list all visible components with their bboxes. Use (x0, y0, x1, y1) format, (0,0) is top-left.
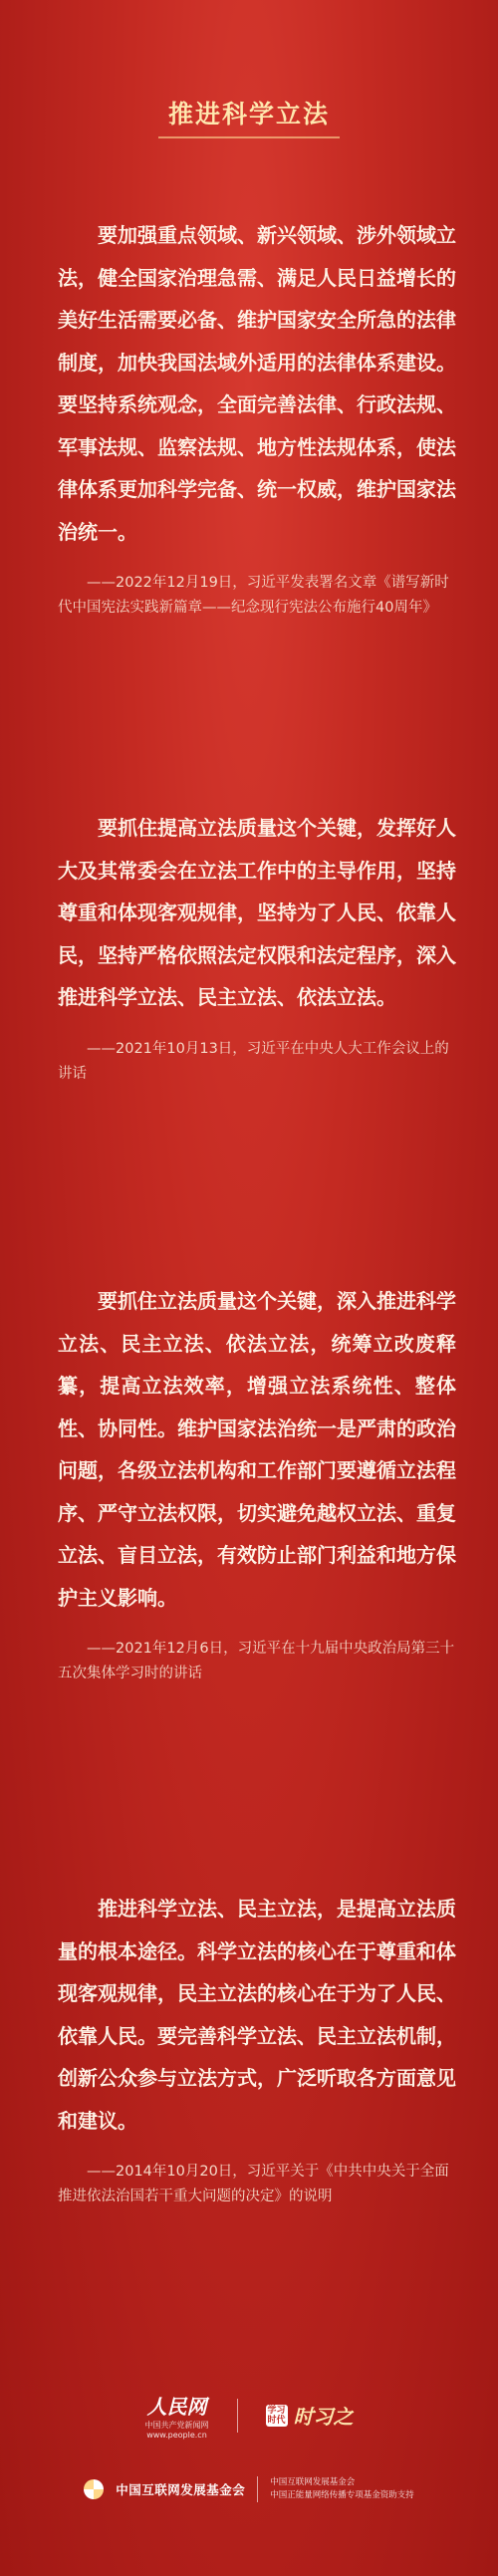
quote-body: 要抓住提高立法质量这个关键，发挥好人大及其常委会在立法工作中的主导作用，坚持尊重和体现客观规律，坚持为了人民、依靠人民，坚持严格依照法定权限和法定程序，深入推进科学立法、民主立法、依法立法。 (58, 816, 456, 1009)
peoples-logo-sub: 中国共产党新闻网 (144, 2421, 209, 2430)
foundation-line-2: 中国正能量网络传播专项基金资助支持 (270, 2490, 414, 2500)
quote-source: ——2014年10月20日，习近平关于《中共中央关于全面推进依法治国若干重大问题的决定》的说明 (58, 2164, 449, 2204)
logo-divider (237, 2399, 238, 2433)
quote-body: 推进科学立法、民主立法，是提高立法质量的根本途径。科学立法的核心在于尊重和体现客观规律，民主立法的核心在于为了人民、依靠人民。要完善科学立法、民主立法机制，创新公众参与立法方式，广泛听取各方面意见和建议。 (58, 1897, 456, 2133)
foundation-support-text (270, 2476, 414, 2502)
peoples-daily-logo (145, 2391, 209, 2440)
peoples-logo-mark: 人民网 (146, 2395, 207, 2419)
quote-section-2 (58, 807, 456, 1087)
foundation-divider (257, 2476, 258, 2502)
logo-row (0, 2391, 498, 2440)
quote-section-3 (58, 1280, 456, 1686)
foundation-row (0, 2476, 498, 2502)
page-title: 推进科学立法 (158, 95, 340, 138)
quote-body: 要抓住立法质量这个关键，深入推进科学立法、民主立法、依法立法，统筹立改废释纂，提高立法效率，增强立法系统性、整体性、协同性。维护国家法治统一是严肃的政治问题，各级立法机构和工作部门要遵循立法程序、严守立法权限，切实避免越权立法、重复立法、盲目立法，有效防止部门利益和地方保护主义影响。 (58, 1289, 456, 1610)
shixizhi-text: 时习之 (293, 2405, 354, 2429)
quote-section-4 (58, 1888, 456, 2209)
shixizhi-badge: 学习时代 (267, 2405, 286, 2426)
foundation-line-1: 中国互联网发展基金会 (270, 2477, 356, 2487)
quote-source: ——2021年10月13日，习近平在中央人大工作会议上的讲话 (58, 1040, 449, 1082)
foundation-name: 中国互联网发展基金会 (116, 2482, 246, 2497)
quote-body: 要加强重点领域、新兴领域、涉外领域立法，健全国家治理急需、满足人民日益增长的美好生活需要必备、维护国家安全所急的法律制度，加快我国法域外适用的法律体系建设。要坚持系统观念，全面完善法律、行政法规、军事法规、监察法规、地方性法规体系，使法律体系更加科学完备、统一权威，维护国家法治统一。 (58, 223, 456, 544)
shixizhi-logo (266, 2401, 354, 2430)
peoples-logo-url: www.people.cn (146, 2431, 207, 2440)
quote-source: ——2022年12月19日，习近平发表署名文章《谱写新时代中国宪法实践新篇章——纪念现行宪法公布施行40周年》 (58, 575, 449, 616)
foundation-logo-icon (84, 2479, 104, 2499)
quote-source: ——2021年12月6日，习近平在十九届中央政治局第三十五次集体学习时的讲话 (58, 1641, 455, 1681)
title-area (0, 95, 498, 138)
quote-section-1 (58, 214, 456, 621)
